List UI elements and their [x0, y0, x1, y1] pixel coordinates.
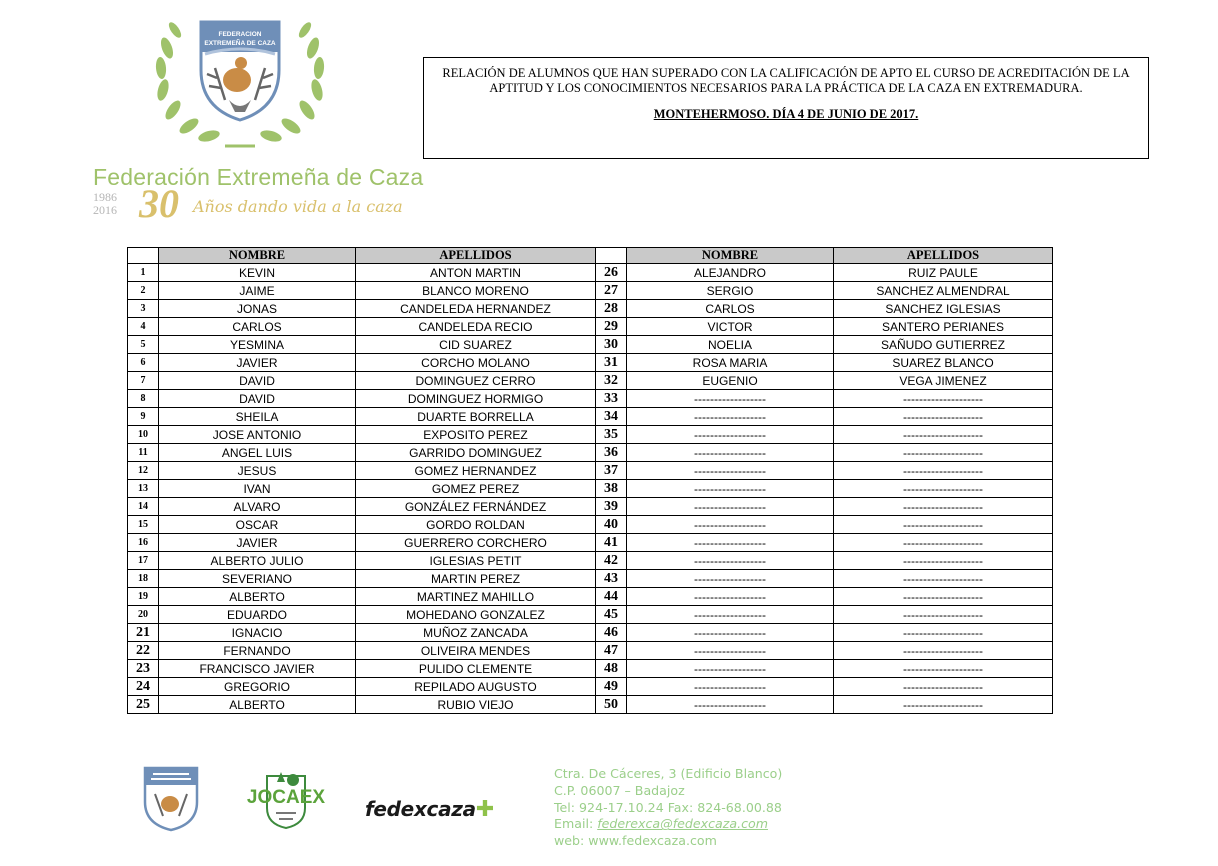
table-row [128, 408, 1053, 426]
nombre-cell-left: ALBERTO [159, 588, 356, 606]
table-row [128, 588, 1053, 606]
apellidos-cell-right: -------------------- [834, 390, 1053, 408]
nombre-cell-left: ALBERTO [159, 696, 356, 714]
svg-text:FEDERACION: FEDERACION [218, 31, 262, 38]
apellidos-cell-left: CANDELEDA RECIO [356, 318, 596, 336]
apellidos-cell-left: OLIVEIRA MENDES [356, 642, 596, 660]
row-number-right: 44 [596, 588, 627, 606]
federation-shield-icon [143, 766, 199, 832]
nombre-cell-right: ------------------ [627, 696, 834, 714]
nombre-cell-left: SHEILA [159, 408, 356, 426]
nombre-cell-left: DAVID [159, 372, 356, 390]
row-number-left: 7 [128, 372, 159, 390]
federation-logo [85, 8, 424, 226]
svg-text:JOCAEX: JOCAEX [246, 787, 326, 808]
apellidos-cell-left: MARTINEZ MAHILLO [356, 588, 596, 606]
row-number-right: 30 [596, 336, 627, 354]
row-number-right: 29 [596, 318, 627, 336]
header-apellidos-right: APELLIDOS [834, 248, 1053, 264]
anniversary-tagline: Años dando vida a la caza [193, 197, 403, 216]
nombre-cell-right: ------------------ [627, 480, 834, 498]
email-line: Email: federexca@fedexcaza.com [554, 816, 768, 832]
nombre-cell-right: ROSA MARIA [627, 354, 834, 372]
table-row [128, 444, 1053, 462]
apellidos-cell-left: PULIDO CLEMENTE [356, 660, 596, 678]
row-number-left: 17 [128, 552, 159, 570]
row-number-right: 41 [596, 534, 627, 552]
row-number-left: 22 [128, 642, 159, 660]
nombre-cell-right: ------------------ [627, 678, 834, 696]
table-row [128, 624, 1053, 642]
row-number-left: 10 [128, 426, 159, 444]
table-row [128, 318, 1053, 336]
apellidos-cell-left: BLANCO MORENO [356, 282, 596, 300]
apellidos-cell-left: GARRIDO DOMINGUEZ [356, 444, 596, 462]
table-row [128, 660, 1053, 678]
apellidos-cell-right: SANCHEZ IGLESIAS [834, 300, 1053, 318]
jocaex-logo-icon [243, 768, 329, 830]
apellidos-cell-right: -------------------- [834, 462, 1053, 480]
row-number-left: 14 [128, 498, 159, 516]
nombre-cell-left: JAVIER [159, 354, 356, 372]
row-number-right: 38 [596, 480, 627, 498]
row-number-left: 20 [128, 606, 159, 624]
table-row [128, 300, 1053, 318]
row-number-right: 45 [596, 606, 627, 624]
document-title-box [423, 57, 1149, 159]
address-line-1: Ctra. De Cáceres, 3 (Edificio Blanco) [554, 766, 783, 781]
row-number-left: 21 [128, 624, 159, 642]
table-row [128, 606, 1053, 624]
phone-fax: Tel: 924-17.10.24 Fax: 824-68.00.88 [554, 799, 782, 815]
row-number-left: 12 [128, 462, 159, 480]
nombre-cell-left: JAVIER [159, 534, 356, 552]
nombre-cell-left: CARLOS [159, 318, 356, 336]
apellidos-cell-right: -------------------- [834, 552, 1053, 570]
nombre-cell-right: SERGIO [627, 282, 834, 300]
header-blank-left [128, 248, 159, 264]
apellidos-cell-right: -------------------- [834, 408, 1053, 426]
apellidos-cell-right: -------------------- [834, 534, 1053, 552]
row-number-left: 3 [128, 300, 159, 318]
row-number-left: 9 [128, 408, 159, 426]
apellidos-cell-right: -------------------- [834, 678, 1053, 696]
apellidos-cell-right: -------------------- [834, 426, 1053, 444]
header-nombre-left: NOMBRE [159, 248, 356, 264]
row-number-right: 50 [596, 696, 627, 714]
row-number-left: 23 [128, 660, 159, 678]
nombre-cell-right: ------------------ [627, 624, 834, 642]
table-row [128, 534, 1053, 552]
apellidos-cell-left: RUBIO VIEJO [356, 696, 596, 714]
apellidos-cell-right: SANCHEZ ALMENDRAL [834, 282, 1053, 300]
table-row [128, 696, 1053, 714]
row-number-right: 40 [596, 516, 627, 534]
apellidos-cell-left: GUERRERO CORCHERO [356, 534, 596, 552]
apellidos-cell-left: GOMEZ PEREZ [356, 480, 596, 498]
nombre-cell-right: ------------------ [627, 552, 834, 570]
table-row [128, 462, 1053, 480]
nombre-cell-left: EDUARDO [159, 606, 356, 624]
apellidos-cell-right: -------------------- [834, 588, 1053, 606]
apellidos-cell-right: -------------------- [834, 660, 1053, 678]
table-row [128, 642, 1053, 660]
apellidos-cell-left: GOMEZ HERNANDEZ [356, 462, 596, 480]
apellidos-cell-right: VEGA JIMENEZ [834, 372, 1053, 390]
contact-info [554, 766, 782, 850]
row-number-left: 24 [128, 678, 159, 696]
table-body [128, 264, 1053, 714]
document-subtitle: MONTEHERMOSO. DÍA 4 DE JUNIO DE 2017. [653, 107, 919, 121]
table-row [128, 570, 1053, 588]
row-number-left: 16 [128, 534, 159, 552]
nombre-cell-right: ------------------ [627, 498, 834, 516]
row-number-left: 1 [128, 264, 159, 282]
row-number-right: 48 [596, 660, 627, 678]
apellidos-cell-left: MOHEDANO GONZALEZ [356, 606, 596, 624]
apellidos-cell-left: MARTIN PEREZ [356, 570, 596, 588]
table-row [128, 282, 1053, 300]
nombre-cell-right: ------------------ [627, 642, 834, 660]
nombre-cell-left: KEVIN [159, 264, 356, 282]
anniversary-number: 30 [139, 181, 179, 226]
apellidos-cell-right: -------------------- [834, 642, 1053, 660]
row-number-left: 13 [128, 480, 159, 498]
table-row [128, 426, 1053, 444]
row-number-left: 15 [128, 516, 159, 534]
fedexcaza-logo: fedexcaza✚ [365, 797, 494, 822]
nombre-cell-right: ALEJANDRO [627, 264, 834, 282]
apellidos-cell-left: CORCHO MOLANO [356, 354, 596, 372]
apellidos-cell-left: GORDO ROLDAN [356, 516, 596, 534]
row-number-right: 37 [596, 462, 627, 480]
svg-text:EXTREMEÑA DE CAZA: EXTREMEÑA DE CAZA [204, 40, 276, 47]
row-number-left: 11 [128, 444, 159, 462]
row-number-left: 18 [128, 570, 159, 588]
nombre-cell-left: IGNACIO [159, 624, 356, 642]
row-number-right: 42 [596, 552, 627, 570]
apellidos-cell-right: -------------------- [834, 606, 1053, 624]
nombre-cell-right: ------------------ [627, 408, 834, 426]
nombre-cell-right: ------------------ [627, 516, 834, 534]
header-blank-right [596, 248, 627, 264]
apellidos-cell-left: CID SUAREZ [356, 336, 596, 354]
nombre-cell-right: EUGENIO [627, 372, 834, 390]
address-line-2: C.P. 06007 – Badajoz [554, 782, 685, 798]
nombre-cell-left: JAIME [159, 282, 356, 300]
row-number-right: 33 [596, 390, 627, 408]
nombre-cell-left: YESMINA [159, 336, 356, 354]
header-apellidos-left: APELLIDOS [356, 248, 596, 264]
nombre-cell-left: JESUS [159, 462, 356, 480]
anniversary-years: 1986 2016 [93, 190, 117, 217]
nombre-cell-right: ------------------ [627, 570, 834, 588]
email-link[interactable]: federexca@fedexcaza.com [597, 816, 768, 832]
row-number-right: 36 [596, 444, 627, 462]
apellidos-cell-left: CANDELEDA HERNANDEZ [356, 300, 596, 318]
row-number-left: 6 [128, 354, 159, 372]
nombre-cell-left: JOSE ANTONIO [159, 426, 356, 444]
row-number-left: 25 [128, 696, 159, 714]
nombre-cell-left: SEVERIANO [159, 570, 356, 588]
table-row [128, 372, 1053, 390]
apellidos-cell-right: -------------------- [834, 570, 1053, 588]
nombre-cell-right: ------------------ [627, 390, 834, 408]
table-row [128, 354, 1053, 372]
row-number-left: 4 [128, 318, 159, 336]
row-number-right: 28 [596, 300, 627, 318]
nombre-cell-left: ANGEL LUIS [159, 444, 356, 462]
apellidos-cell-left: DOMINGUEZ CERRO [356, 372, 596, 390]
apellidos-cell-right: -------------------- [834, 624, 1053, 642]
nombre-cell-left: ALBERTO JULIO [159, 552, 356, 570]
row-number-left: 8 [128, 390, 159, 408]
table-row [128, 390, 1053, 408]
footer-logos [140, 764, 520, 834]
apellidos-cell-left: DOMINGUEZ HORMIGO [356, 390, 596, 408]
nombre-cell-left: FRANCISCO JAVIER [159, 660, 356, 678]
partridge-icon [223, 68, 251, 92]
nombre-cell-right: ------------------ [627, 444, 834, 462]
apellidos-cell-left: EXPOSITO PEREZ [356, 426, 596, 444]
nombre-cell-right: ------------------ [627, 462, 834, 480]
nombre-cell-right: CARLOS [627, 300, 834, 318]
apellidos-cell-right: -------------------- [834, 696, 1053, 714]
apellidos-cell-right: -------------------- [834, 444, 1053, 462]
apellidos-cell-left: REPILADO AUGUSTO [356, 678, 596, 696]
row-number-right: 47 [596, 642, 627, 660]
row-number-left: 19 [128, 588, 159, 606]
nombre-cell-left: OSCAR [159, 516, 356, 534]
table-row [128, 552, 1053, 570]
apellidos-cell-right: -------------------- [834, 498, 1053, 516]
nombre-cell-right: ------------------ [627, 660, 834, 678]
nombre-cell-left: GREGORIO [159, 678, 356, 696]
apellidos-cell-right: -------------------- [834, 480, 1053, 498]
laurel-shield-emblem [145, 8, 335, 153]
apellidos-cell-left: MUÑOZ ZANCADA [356, 624, 596, 642]
apellidos-cell-left: DUARTE BORRELLA [356, 408, 596, 426]
row-number-right: 27 [596, 282, 627, 300]
row-number-right: 39 [596, 498, 627, 516]
apellidos-cell-right: -------------------- [834, 516, 1053, 534]
nombre-cell-right: ------------------ [627, 426, 834, 444]
nombre-cell-left: JONAS [159, 300, 356, 318]
row-number-right: 35 [596, 426, 627, 444]
table-row [128, 336, 1053, 354]
table-row [128, 264, 1053, 282]
row-number-right: 43 [596, 570, 627, 588]
table-row [128, 498, 1053, 516]
apellidos-cell-left: GONZÁLEZ FERNÁNDEZ [356, 498, 596, 516]
nombre-cell-right: VICTOR [627, 318, 834, 336]
row-number-right: 49 [596, 678, 627, 696]
apellidos-cell-left: ANTON MARTIN [356, 264, 596, 282]
row-number-left: 5 [128, 336, 159, 354]
nombre-cell-left: FERNANDO [159, 642, 356, 660]
nombre-cell-right: NOELIA [627, 336, 834, 354]
row-number-right: 31 [596, 354, 627, 372]
header-nombre-right: NOMBRE [627, 248, 834, 264]
table-row [128, 516, 1053, 534]
nombre-cell-right: ------------------ [627, 606, 834, 624]
nombre-cell-left: ALVARO [159, 498, 356, 516]
apellidos-cell-right: SANTERO PERIANES [834, 318, 1053, 336]
apellidos-cell-right: SUAREZ BLANCO [834, 354, 1053, 372]
nombre-cell-right: ------------------ [627, 534, 834, 552]
nombre-cell-left: IVAN [159, 480, 356, 498]
apellidos-cell-right: SAÑUDO GUTIERREZ [834, 336, 1053, 354]
row-number-right: 32 [596, 372, 627, 390]
nombre-cell-left: DAVID [159, 390, 356, 408]
table-row [128, 480, 1053, 498]
table-header-row [128, 248, 1053, 264]
apellidos-cell-right: RUIZ PAULE [834, 264, 1053, 282]
row-number-right: 46 [596, 624, 627, 642]
federation-name: Federación Extremeña de Caza [93, 164, 424, 190]
table-row [128, 678, 1053, 696]
row-number-left: 2 [128, 282, 159, 300]
row-number-right: 34 [596, 408, 627, 426]
web-link[interactable]: web: www.fedexcaza.com [554, 833, 717, 849]
nombre-cell-right: ------------------ [627, 588, 834, 606]
document-title: RELACIÓN DE ALUMNOS QUE HAN SUPERADO CON LA CALIFICACIÓN DE APTO EL CURSO DE ACREDITACIÓN DE LA APTITUD Y LOS CONOCIMIENTOS NECESARIOS PARA LA PRÁCTICA DE LA CAZA EN EXTREMADURA. [442, 66, 1130, 95]
apellidos-cell-left: IGLESIAS PETIT [356, 552, 596, 570]
row-number-right: 26 [596, 264, 627, 282]
students-table [127, 247, 1053, 714]
